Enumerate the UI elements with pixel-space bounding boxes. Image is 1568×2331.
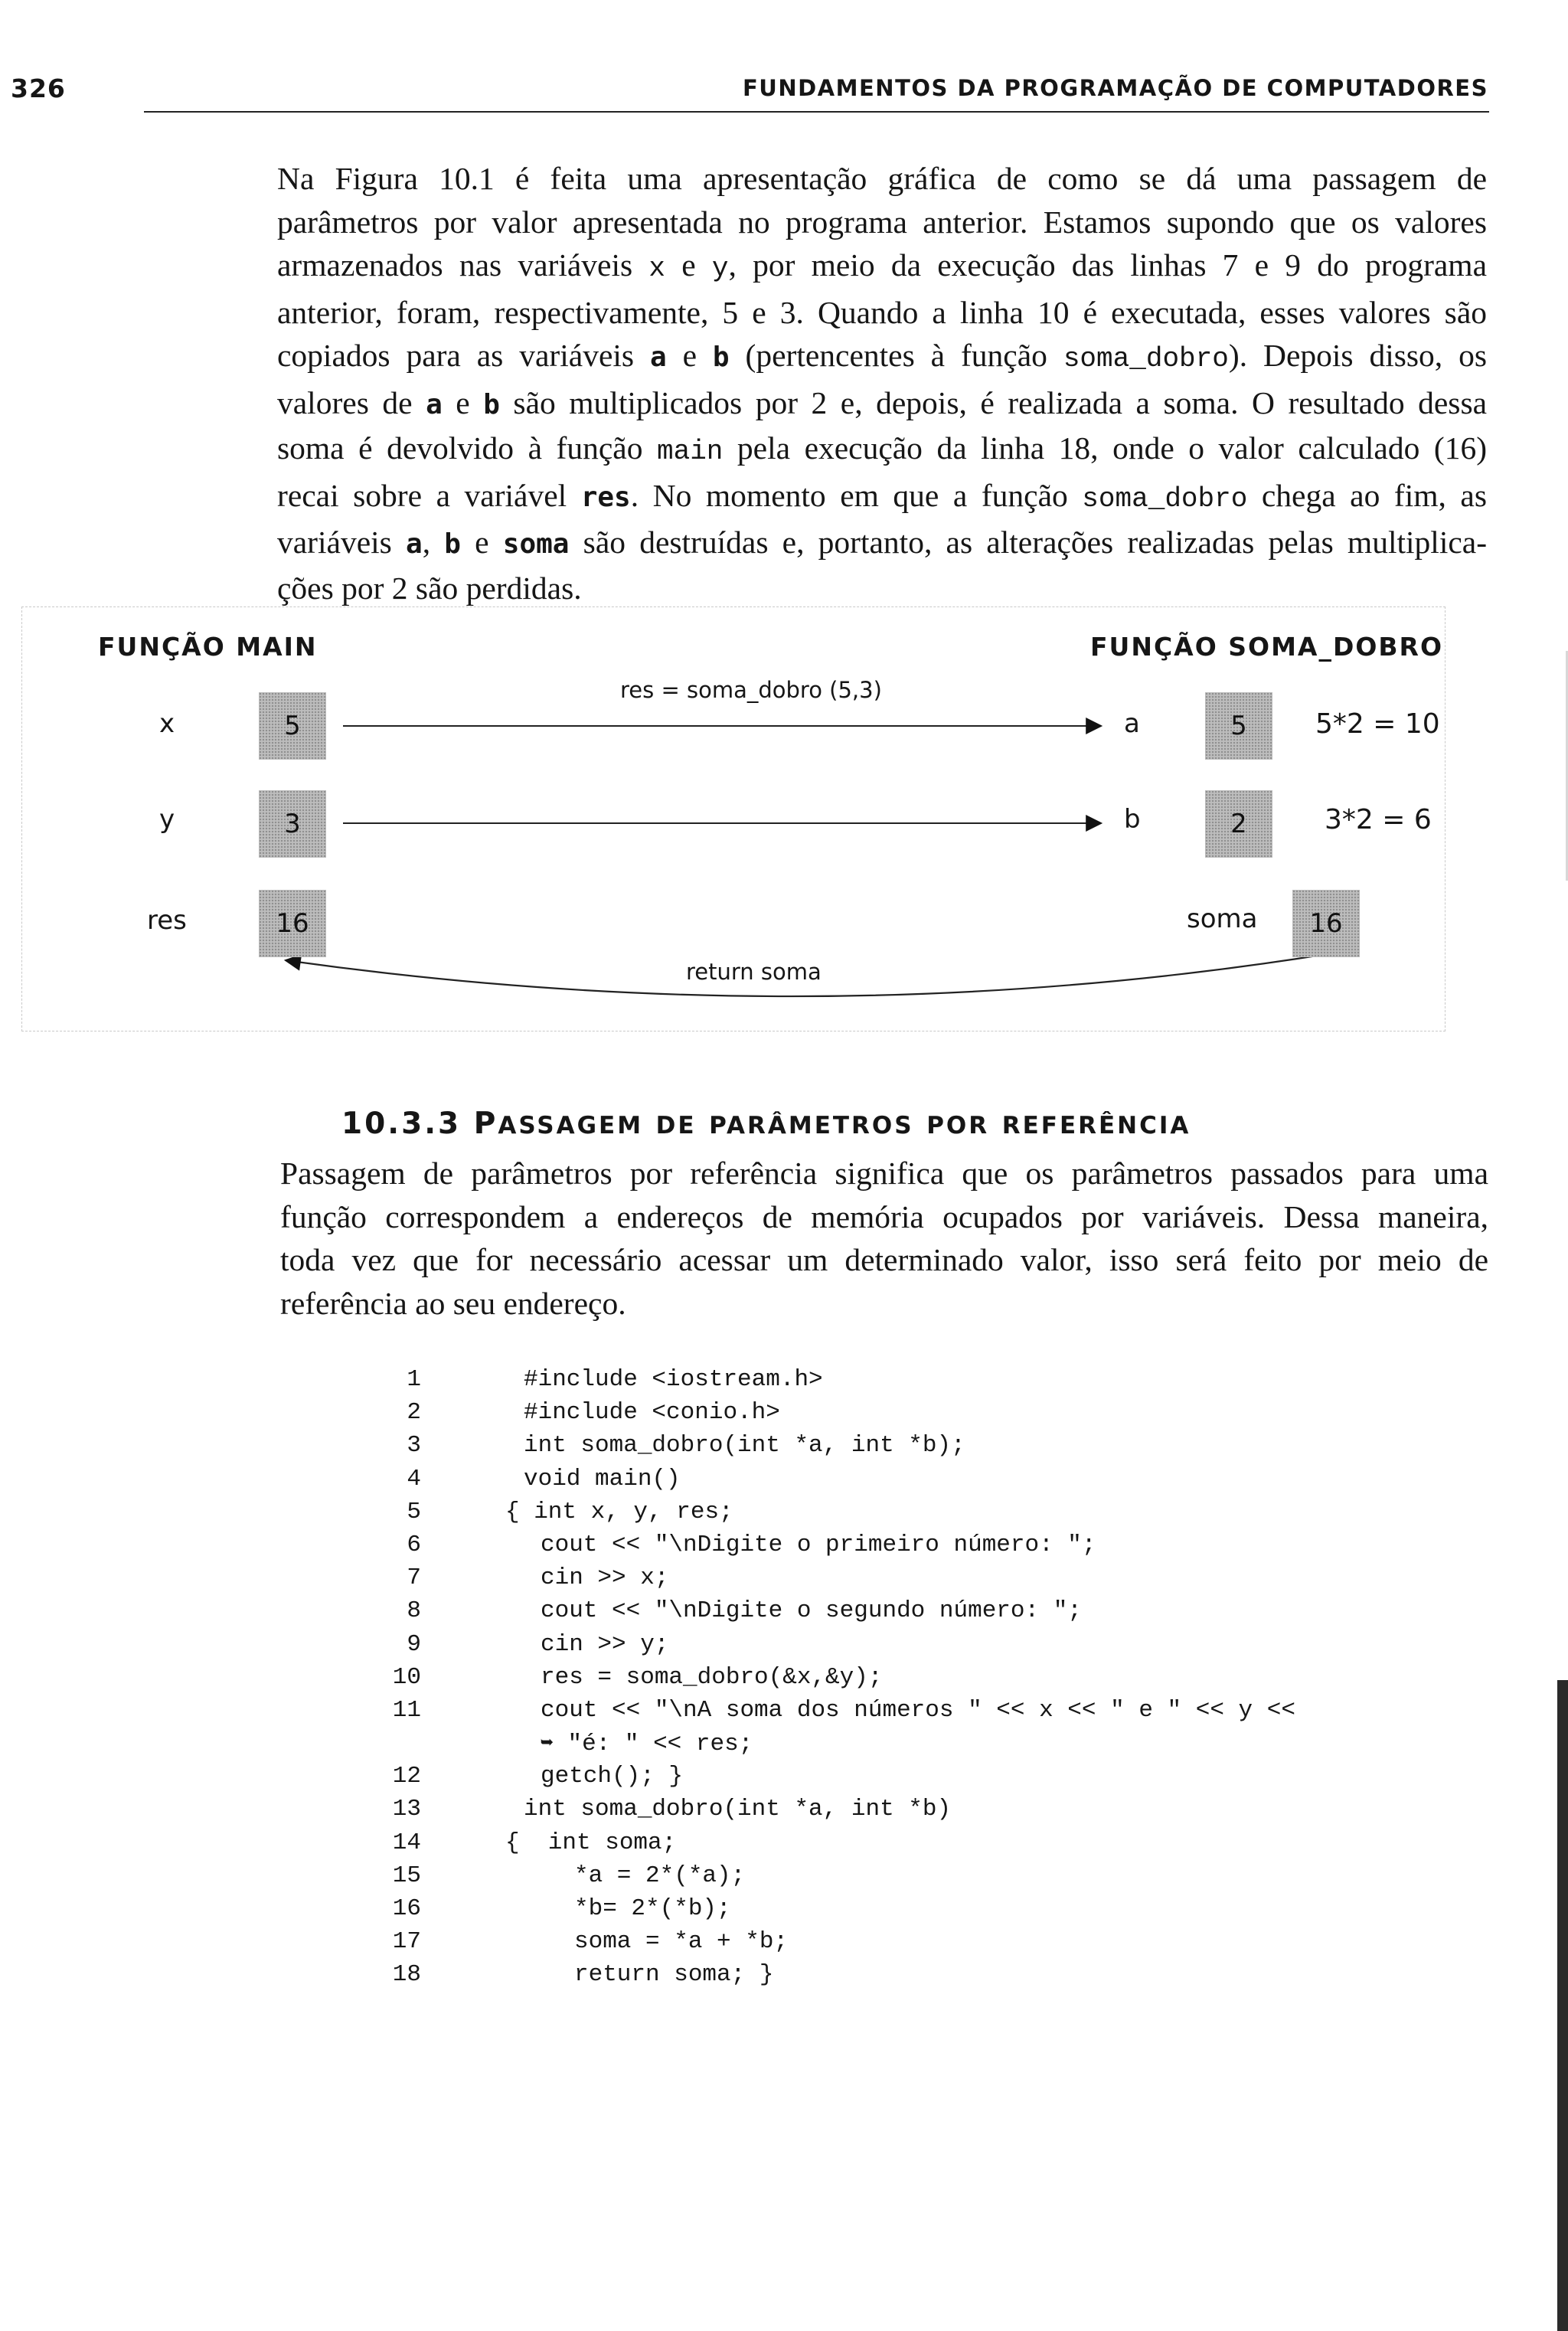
- inline-variable: soma: [502, 528, 570, 560]
- section-title-word: [1002, 1107, 1191, 1141]
- section-title-word: [926, 1107, 989, 1141]
- text-run: ,: [422, 525, 445, 560]
- paragraph-line: [277, 567, 1487, 610]
- code-line-number: 15: [392, 1862, 421, 1889]
- code-statement: cout << "\nDigite o primeiro número: ";: [541, 1531, 1096, 1558]
- paragraph-line: [277, 334, 1487, 381]
- var-y-label: y: [159, 804, 175, 835]
- text-run: referência ao seu endereço.: [280, 1285, 626, 1321]
- code-statement: int soma_dobro(int *a, int *b): [524, 1796, 952, 1823]
- inline-code: x: [648, 253, 665, 284]
- inline-variable: a: [426, 388, 443, 420]
- code-text: [524, 1366, 823, 1393]
- code-statement: *b= 2*(*b);: [574, 1895, 731, 1922]
- text-run: recai sobre a variável: [277, 477, 581, 513]
- reference-paragraph: [280, 1152, 1488, 1325]
- text-run: são multiplicados por 2 e, depois, é realizada a soma. O resultado dessa: [499, 384, 1488, 420]
- section-title-rest: POR: [926, 1112, 990, 1139]
- code-line-number: 10: [392, 1663, 421, 1691]
- code-text: [574, 1895, 731, 1922]
- code-line: [383, 1366, 1470, 1399]
- var-b-label: b: [1124, 804, 1141, 835]
- code-listing: [383, 1366, 1470, 1995]
- var-soma-label: soma: [1187, 904, 1258, 934]
- text-run: soma é devolvido à função: [277, 430, 657, 466]
- code-text: [574, 1928, 788, 1955]
- var-x-box: 5: [259, 692, 326, 760]
- code-line: [383, 1763, 1470, 1796]
- code-statement: void main(): [524, 1465, 681, 1492]
- code-line: [383, 1895, 1470, 1928]
- text-run: e: [460, 525, 503, 560]
- code-line: [383, 1631, 1470, 1664]
- code-text: [505, 1499, 733, 1525]
- code-text: [541, 1564, 668, 1591]
- text-run: e: [665, 247, 712, 283]
- code-line-number: 2: [407, 1399, 421, 1427]
- code-line-number: 9: [407, 1630, 421, 1658]
- code-line-number: 8: [407, 1597, 421, 1625]
- paragraph-line: [280, 1152, 1488, 1195]
- text-run: ções por 2 são perdidas.: [277, 570, 582, 606]
- inline-variable: b: [483, 388, 500, 420]
- paragraph-line: [277, 201, 1487, 244]
- text-run: armazenados nas variáveis: [277, 247, 649, 283]
- inline-code: y: [711, 253, 729, 284]
- var-b-box: 2: [1205, 790, 1272, 858]
- code-line-number: 4: [407, 1465, 421, 1492]
- var-x-label: x: [159, 708, 175, 739]
- text-run: (pertencentes à função: [729, 338, 1063, 373]
- scan-edge-shadow: [1557, 1680, 1568, 2331]
- text-run: e: [666, 338, 713, 373]
- code-line-number: 18: [392, 1961, 421, 1989]
- code-line-number: 3: [407, 1432, 421, 1460]
- section-heading: [341, 1107, 1191, 1141]
- code-line: [383, 1597, 1470, 1630]
- code-line: [383, 1697, 1470, 1730]
- text-run: toda vez que for necessário acessar um determinado valor, isso será feito por meio de: [280, 1242, 1488, 1277]
- code-text: [524, 1796, 951, 1823]
- paragraph-line: [280, 1238, 1488, 1282]
- code-line-number: 5: [407, 1498, 421, 1525]
- figure-pass-by-value: [21, 606, 1446, 1031]
- code-statement: { int x, y, res;: [505, 1498, 733, 1525]
- code-line: [383, 1532, 1470, 1564]
- code-text: [541, 1597, 1082, 1624]
- paragraph-line: [277, 244, 1487, 291]
- calc-a: 5*2 = 10: [1315, 708, 1440, 740]
- code-text: [574, 1961, 773, 1988]
- text-run: são destruídas e, portanto, as alterações realizadas pelas multiplica-: [569, 525, 1488, 560]
- code-statement: cout << "\nDigite o segundo número: ";: [541, 1597, 1082, 1625]
- text-run: copiados para as variáveis: [277, 338, 650, 373]
- code-statement: "é: " << res;: [553, 1731, 753, 1758]
- code-line: [383, 1564, 1470, 1597]
- code-text: [541, 1697, 1295, 1724]
- paragraph-line: [280, 1195, 1488, 1239]
- code-text: [541, 1730, 753, 1757]
- code-line: [383, 1796, 1470, 1829]
- paragraph-line: [277, 381, 1487, 427]
- code-statement: { int soma;: [505, 1829, 677, 1856]
- var-a-box: 5: [1205, 692, 1272, 760]
- inline-code: soma_dobro: [1063, 343, 1229, 374]
- code-line: [383, 1928, 1470, 1961]
- code-text: [524, 1466, 681, 1492]
- code-text: [505, 1829, 676, 1856]
- code-text: [541, 1763, 683, 1790]
- section-title-word: [709, 1107, 913, 1141]
- text-run: função correspondem a endereços de memória ocupados por variáveis. Dessa maneira,: [280, 1198, 1488, 1234]
- section-title-rest: ASSAGEM: [498, 1112, 644, 1139]
- section-number: 10.3.3: [341, 1107, 462, 1141]
- code-statement: *a = 2*(*a);: [574, 1862, 746, 1889]
- code-line-number: 1: [407, 1366, 421, 1393]
- text-run: e: [442, 384, 484, 420]
- code-line: [383, 1399, 1470, 1432]
- text-run: anterior, foram, respectivamente, 5 e 3. Quando a linha 10 é executada, esses valores são: [277, 294, 1487, 330]
- code-line-number: 12: [392, 1763, 421, 1790]
- code-statement: #include <iostream.h>: [524, 1366, 823, 1393]
- var-y-box: 3: [259, 790, 326, 858]
- return-label: return soma: [686, 959, 822, 985]
- var-soma-box: 16: [1292, 890, 1360, 957]
- paragraph-line: [277, 521, 1487, 567]
- text-run: ). Depois disso, os: [1228, 338, 1488, 373]
- code-line-number: 14: [392, 1829, 421, 1856]
- inline-variable: b: [712, 342, 730, 373]
- var-a-label: a: [1124, 708, 1140, 739]
- text-run: valores de: [277, 384, 426, 420]
- var-res-label: res: [147, 905, 187, 936]
- paragraph-line: [277, 474, 1487, 521]
- code-text: [524, 1399, 780, 1426]
- text-run: pela execução da linha 18, onde o valor calculado (16): [723, 430, 1488, 466]
- code-line: [383, 1961, 1470, 1994]
- text-run: , por meio da execução das linhas 7 e 9 do programa: [728, 247, 1488, 283]
- paragraph-line: [277, 427, 1487, 474]
- code-text: [574, 1862, 745, 1889]
- code-line: [383, 1466, 1470, 1499]
- code-line-number: 17: [392, 1928, 421, 1956]
- code-statement: int soma_dobro(int *a, int *b);: [524, 1432, 965, 1460]
- code-statement: cin >> y;: [541, 1630, 669, 1658]
- section-title-word: [656, 1107, 697, 1141]
- code-line: [383, 1862, 1470, 1895]
- code-line-number: 11: [392, 1696, 421, 1724]
- code-statement: getch(); }: [541, 1763, 684, 1790]
- code-text: [541, 1664, 882, 1691]
- inline-variable: a: [649, 342, 667, 373]
- text-run: variáveis: [277, 525, 406, 560]
- text-run: Na Figura 10.1 é feita uma apresentação gráfica de como se dá uma passagem de: [277, 161, 1487, 196]
- figure-title-main: FUNÇÃO MAIN: [98, 632, 318, 662]
- section-title-rest: PARÂMETROS: [709, 1112, 914, 1139]
- call-label: res = soma_dobro (5,3): [620, 677, 882, 703]
- text-run: chega ao fim, as: [1247, 477, 1487, 513]
- paragraph-line: [277, 291, 1487, 335]
- paragraph-line: [277, 157, 1487, 201]
- code-line-number: 7: [407, 1564, 421, 1592]
- page-number: 326: [11, 74, 66, 103]
- intro-paragraph: [277, 157, 1487, 610]
- section-title-capital: P: [473, 1107, 498, 1141]
- code-line: [383, 1432, 1470, 1465]
- text-run: parâmetros por valor apresentada no programa anterior. Estamos supondo que os valores: [277, 204, 1487, 240]
- code-line: [383, 1829, 1470, 1862]
- section-title-rest: DE: [655, 1112, 697, 1139]
- inline-variable: res: [580, 481, 631, 513]
- inline-variable: a: [406, 528, 423, 560]
- line-continuation-arrow-icon: ➥: [541, 1733, 554, 1757]
- running-header-title: FUNDAMENTOS DA PROGRAMAÇÃO DE COMPUTADORES: [742, 75, 1488, 101]
- code-text: [541, 1532, 1096, 1558]
- code-text: [541, 1631, 668, 1658]
- text-run: . No momento em que a função: [630, 477, 1083, 513]
- code-statement: soma = *a + *b;: [574, 1928, 789, 1956]
- code-text: [524, 1432, 965, 1459]
- section-title-word: [474, 1107, 643, 1141]
- code-line: [383, 1730, 1470, 1763]
- code-statement: res = soma_dobro(&x,&y);: [541, 1663, 883, 1691]
- code-statement: cin >> x;: [541, 1564, 669, 1592]
- inline-code: main: [656, 436, 724, 467]
- paragraph-line: [280, 1282, 1488, 1326]
- inline-code: soma_dobro: [1082, 482, 1248, 515]
- header-rule: [144, 111, 1489, 113]
- text-run: Passagem de parâmetros por referência significa que os parâmetros passados para uma: [280, 1156, 1488, 1191]
- var-res-box: 16: [259, 890, 326, 957]
- calc-b: 3*2 = 6: [1325, 804, 1432, 835]
- code-statement: cout << "\nA soma dos números " << x << " e " << y <<: [541, 1696, 1295, 1724]
- code-line: [383, 1499, 1470, 1532]
- figure-title-soma-dobro: FUNÇÃO SOMA_DOBRO: [1090, 632, 1444, 662]
- code-statement: #include <conio.h>: [524, 1399, 780, 1427]
- code-line-number: 16: [392, 1895, 421, 1922]
- section-title-rest: REFERÊNCIA: [1001, 1112, 1191, 1139]
- code-line: [383, 1664, 1470, 1697]
- code-statement: return soma; }: [574, 1961, 774, 1989]
- code-line-number: 6: [407, 1531, 421, 1558]
- inline-variable: b: [444, 528, 461, 560]
- code-line-number: 13: [392, 1796, 421, 1823]
